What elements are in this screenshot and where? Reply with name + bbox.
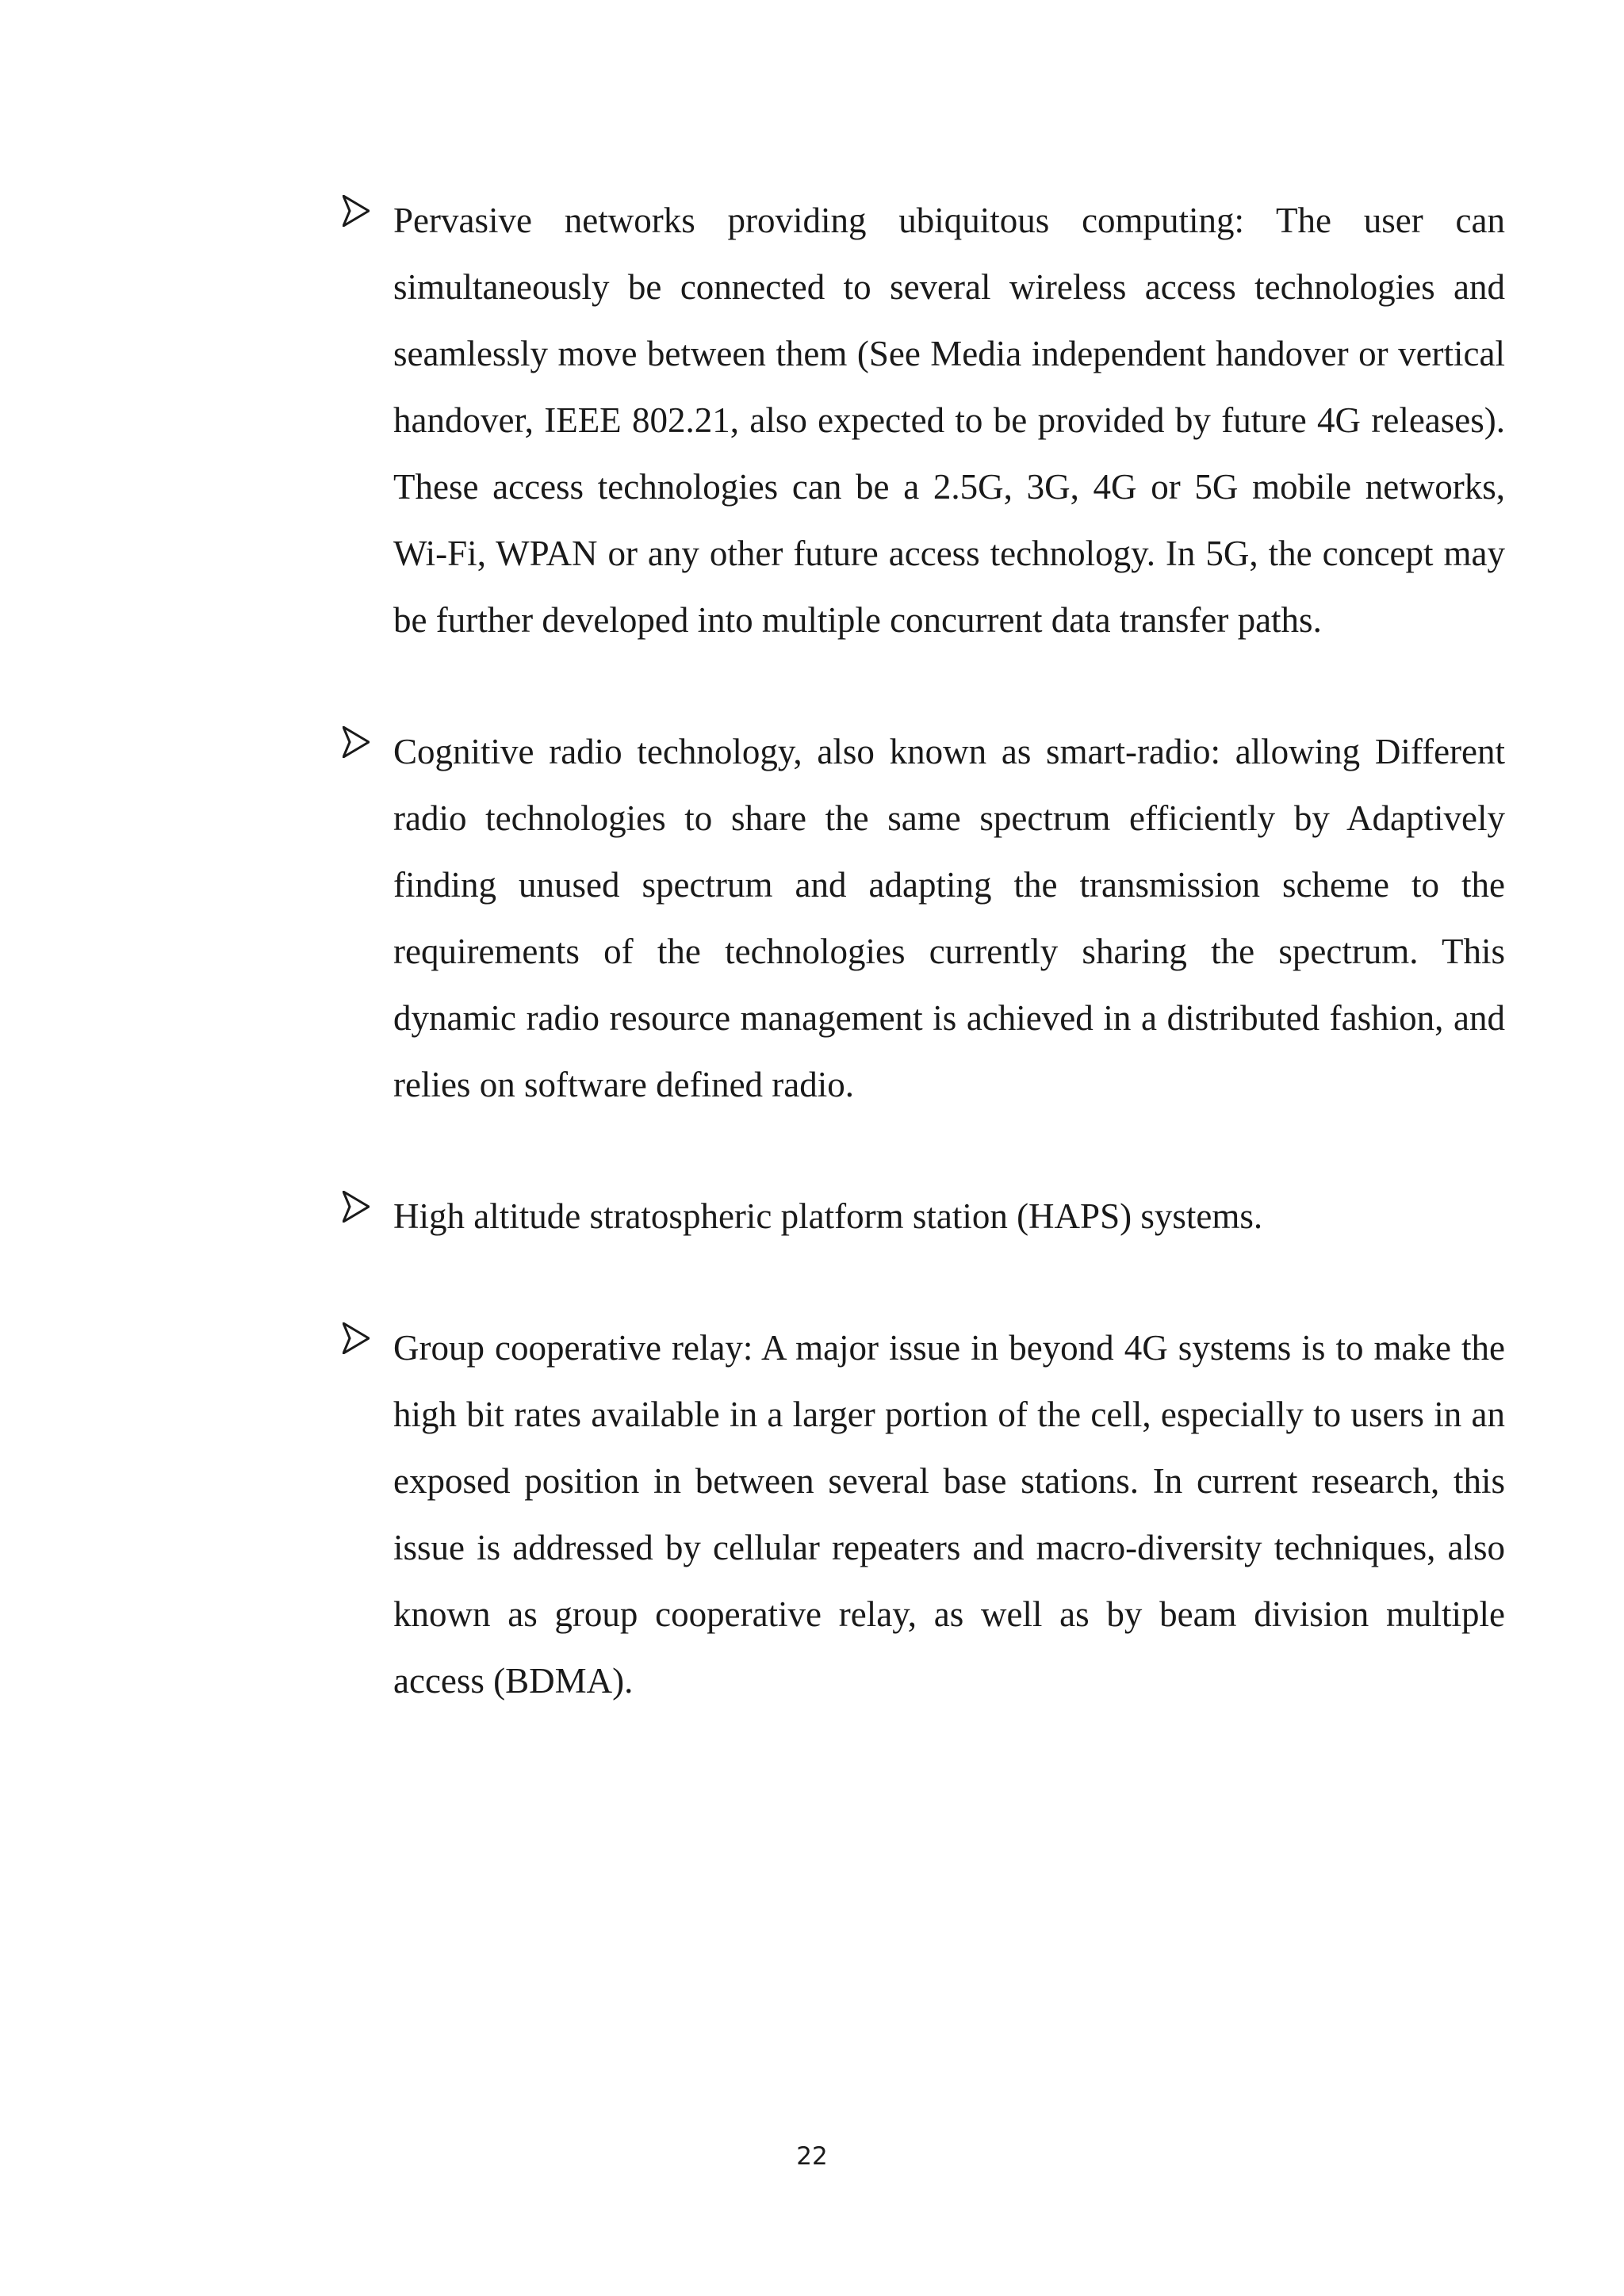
bullet-item-cognitive-radio — [343, 718, 1505, 1118]
bullet-text: Cognitive radio technology, also known as smart-radio: allowing Different radio technologies to share the same spectrum efficiently by Adaptively finding unused spectrum and adapting the transmission scheme to the requirements of the technologies currently sharing the spectrum. This dynamic radio resource management is achieved in a distributed fashion, and relies on software defined radio. — [393, 732, 1505, 1104]
arrowhead-bullet-icon — [343, 1191, 370, 1223]
bullet-text: Pervasive networks providing ubiquitous computing: The user can simultaneously be connected to several wireless access technologies and seamlessly move between them (See Media independent handover or vertical handover, IEEE 802.21, also expected to be provided by future 4G releases). These access technologies can be a 2.5G, 3G, 4G or 5G mobile networks, Wi-Fi, WPAN or any other future access technology. In 5G, the concept may be further developed into multiple concurrent data transfer paths. — [393, 201, 1505, 640]
bullet-item-haps-systems — [343, 1183, 1505, 1249]
arrowhead-bullet-icon — [343, 1322, 370, 1354]
arrowhead-bullet-icon — [343, 195, 370, 227]
bullet-list — [343, 187, 1505, 1714]
bullet-item-group-cooperative-relay — [343, 1314, 1505, 1714]
arrowhead-bullet-icon — [343, 726, 370, 758]
page-number: 22 — [796, 2142, 828, 2171]
bullet-text: Group cooperative relay: A major issue in beyond 4G systems is to make the high bit rates available in a larger portion of the cell, especially to users in an exposed position in between several base stations. In current research, this issue is addressed by cellular repeaters and macro-diversity techniques, also known as group cooperative relay, as well as by beam division multiple access (BDMA). — [393, 1328, 1505, 1701]
bullet-text: High altitude stratospheric platform station (HAPS) systems. — [393, 1196, 1263, 1236]
bullet-item-pervasive-networks — [343, 187, 1505, 653]
